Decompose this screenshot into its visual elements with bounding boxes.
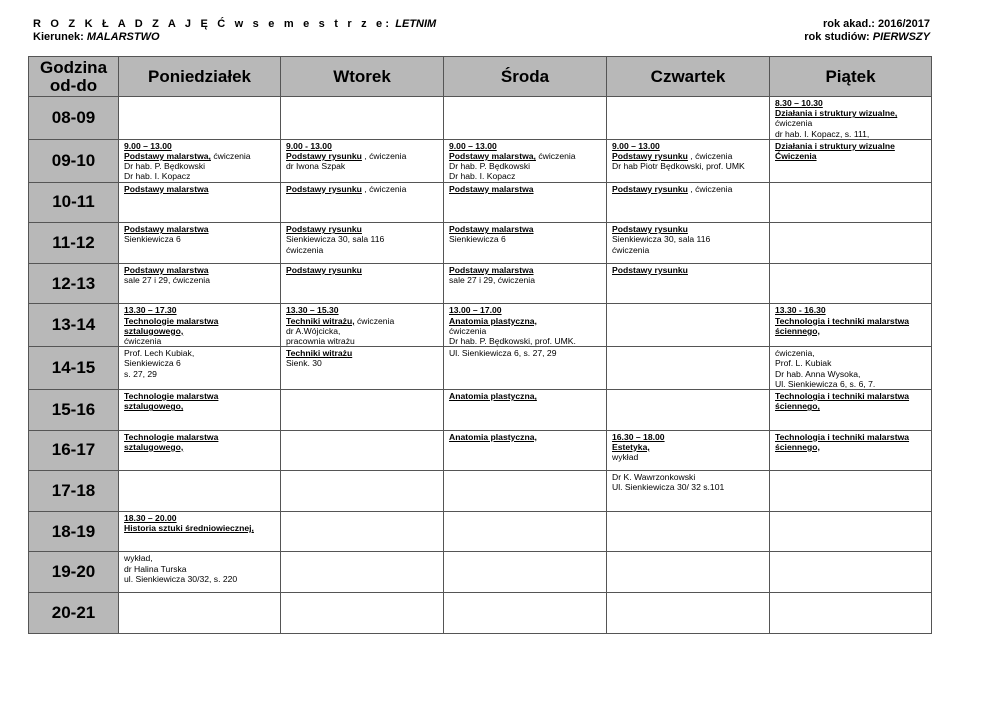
- schedule-cell-friday: [770, 511, 932, 552]
- table-row: [29, 430, 932, 471]
- cell-line: ćwiczenia: [286, 244, 324, 255]
- cell-line: dr Halina Turska: [124, 563, 187, 574]
- cell-line: Technologia i techniki malarstwa: [775, 315, 910, 326]
- cell-line: Podstawy rysunku: [286, 224, 362, 235]
- hour-cell: 16-17: [29, 430, 119, 471]
- cell-line: [286, 151, 440, 161]
- schedule-cell-tuesday: [281, 347, 444, 390]
- cell-line: 13.00 – 17.00: [449, 305, 502, 316]
- cell-line: Technologie malarstwa: [124, 431, 219, 442]
- academic-year-line: [804, 18, 930, 31]
- cell-line: [286, 184, 440, 194]
- cell-line: ćwiczenia: [124, 336, 162, 347]
- hour-cell: 11-12: [29, 223, 119, 264]
- schedule-cell-tuesday: [281, 511, 444, 552]
- schedule-cell-friday: [770, 139, 932, 182]
- column-header-friday: Piątek: [770, 57, 932, 97]
- cell-text: , ćwiczenia: [361, 183, 407, 194]
- cell-line: sale 27 i 29, ćwiczenia: [124, 275, 210, 286]
- schedule-cell-friday: [770, 223, 932, 264]
- schedule-cell-wednesday: [444, 347, 607, 390]
- schedule-cell-monday: [119, 593, 281, 634]
- schedule-cell-tuesday: [281, 390, 444, 431]
- schedule-cell-monday: [119, 263, 281, 304]
- table-row: [29, 139, 932, 182]
- schedule-cell-monday: [119, 347, 281, 390]
- hour-cell: 15-16: [29, 390, 119, 431]
- schedule-cell-monday: [119, 304, 281, 347]
- cell-line: Historia sztuki średniowiecznej,: [124, 523, 254, 534]
- cell-line: wykład: [612, 452, 639, 463]
- cell-line: 9.00 – 13.00: [612, 140, 660, 151]
- cell-line: 9.00 – 13.00: [124, 140, 172, 151]
- cell-line: Techniki witrażu: [286, 348, 353, 359]
- cell-line: Sienkiewicza 30, sala 116: [286, 234, 385, 245]
- cell-line: ćwiczenia: [449, 325, 487, 336]
- cell-text: , ćwiczenia: [687, 151, 733, 162]
- schedule-cell-friday: [770, 97, 932, 140]
- cell-line: wykład,: [124, 553, 153, 564]
- schedule-cell-wednesday: [444, 593, 607, 634]
- field-line: [33, 31, 436, 44]
- cell-text: , ćwiczenia: [361, 151, 407, 162]
- schedule-cell-tuesday: [281, 304, 444, 347]
- cell-line: Podstawy malarstwa: [124, 183, 209, 194]
- cell-line: Podstawy malarstwa: [449, 224, 534, 235]
- schedule-cell-friday: [770, 347, 932, 390]
- schedule-cell-monday: [119, 97, 281, 140]
- cell-line: 13.30 – 15.30: [286, 305, 339, 316]
- schedule-cell-wednesday: [444, 223, 607, 264]
- table-row: [29, 263, 932, 304]
- schedule-cell-thursday: [607, 139, 770, 182]
- schedule-cell-friday: [770, 263, 932, 304]
- schedule-header-right: [804, 18, 930, 44]
- table-row: [29, 182, 932, 223]
- cell-line: Anatomia plastyczna,: [449, 431, 537, 442]
- schedule-cell-tuesday: [281, 223, 444, 264]
- table-row: [29, 552, 932, 593]
- hour-cell: 12-13: [29, 263, 119, 304]
- cell-text: ćwiczenia: [354, 315, 395, 326]
- cell-line: Ćwiczenia: [775, 151, 817, 162]
- hour-cell: 14-15: [29, 347, 119, 390]
- table-row: [29, 223, 932, 264]
- cell-line: Dr hab. I. Kopacz: [124, 171, 191, 182]
- cell-line: 18.30 – 20.00: [124, 512, 177, 523]
- cell-line: Podstawy rysunku: [612, 224, 688, 235]
- hour-cell: 17-18: [29, 471, 119, 512]
- timetable-body: [29, 97, 932, 634]
- hour-cell: 09-10: [29, 139, 119, 182]
- cell-text: Podstawy malarstwa,: [124, 151, 211, 162]
- cell-line: ul. Sienkiewicza 30/32, s. 220: [124, 573, 238, 584]
- hour-cell: 20-21: [29, 593, 119, 634]
- cell-line: Anatomia plastyczna,: [449, 315, 537, 326]
- schedule-cell-thursday: [607, 593, 770, 634]
- cell-text: ćwiczenia: [210, 151, 251, 162]
- cell-text: Podstawy rysunku: [286, 183, 362, 194]
- cell-line: [286, 316, 440, 326]
- schedule-title: R O Z K Ł A D Z A J Ę Ć w s e m e s t r z e:: [33, 18, 393, 30]
- cell-text: Podstawy rysunku: [286, 151, 362, 162]
- schedule-cell-thursday: [607, 471, 770, 512]
- cell-line: Ul. Sienkiewicza 6, s. 6, 7.: [775, 378, 876, 389]
- cell-line: Podstawy malarstwa: [124, 264, 209, 275]
- schedule-cell-monday: [119, 223, 281, 264]
- cell-line: ćwiczenia,: [775, 348, 815, 359]
- cell-text: ćwiczenia: [535, 151, 576, 162]
- cell-line: sztalugowego,: [124, 441, 184, 452]
- schedule-cell-friday: [770, 471, 932, 512]
- cell-line: Prof. Lech Kubiak,: [124, 348, 195, 359]
- schedule-cell-friday: [770, 430, 932, 471]
- timetable: [28, 56, 932, 634]
- schedule-cell-tuesday: [281, 593, 444, 634]
- column-header-monday: Poniedziałek: [119, 57, 281, 97]
- hour-cell: 19-20: [29, 552, 119, 593]
- cell-line: Technologie malarstwa: [124, 315, 219, 326]
- cell-line: Podstawy rysunku: [612, 264, 688, 275]
- schedule-cell-thursday: [607, 182, 770, 223]
- cell-text: , ćwiczenia: [687, 183, 733, 194]
- cell-text: Podstawy rysunku: [612, 183, 688, 194]
- table-row: [29, 593, 932, 634]
- schedule-cell-wednesday: [444, 263, 607, 304]
- schedule-cell-thursday: [607, 347, 770, 390]
- academic-year-value: 2016/2017: [878, 18, 930, 30]
- study-year-label: rok studiów:: [804, 31, 870, 43]
- cell-line: 9.00 – 13.00: [449, 140, 497, 151]
- academic-year-label: rok akad.:: [822, 18, 875, 30]
- hour-cell: 13-14: [29, 304, 119, 347]
- cell-line: [449, 151, 603, 161]
- cell-line: s. 27, 29: [124, 368, 157, 379]
- column-header-hour: Godzina od-do: [29, 57, 119, 97]
- cell-line: ćwiczenia: [612, 244, 650, 255]
- table-row: [29, 471, 932, 512]
- schedule-cell-wednesday: [444, 97, 607, 140]
- cell-line: Dr hab. P. Będkowski: [124, 161, 206, 172]
- cell-line: Prof. L. Kubiak: [775, 358, 832, 369]
- table-row: [29, 97, 932, 140]
- schedule-cell-monday: [119, 390, 281, 431]
- schedule-cell-thursday: [607, 263, 770, 304]
- schedule-cell-monday: [119, 511, 281, 552]
- schedule-cell-monday: [119, 182, 281, 223]
- cell-line: sztalugowego,: [124, 401, 184, 412]
- schedule-cell-wednesday: [444, 471, 607, 512]
- cell-line: Podstawy rysunku: [286, 264, 362, 275]
- cell-line: 16.30 – 18.00: [612, 431, 665, 442]
- schedule-cell-monday: [119, 139, 281, 182]
- cell-line: Estetyka,: [612, 441, 650, 452]
- schedule-cell-friday: [770, 390, 932, 431]
- cell-line: Sienk. 30: [286, 358, 322, 369]
- schedule-cell-monday: [119, 471, 281, 512]
- table-row: [29, 390, 932, 431]
- cell-line: Podstawy malarstwa: [449, 264, 534, 275]
- schedule-cell-wednesday: [444, 139, 607, 182]
- hour-cell: 10-11: [29, 182, 119, 223]
- cell-line: 8.30 – 10.30: [775, 98, 823, 108]
- cell-line: Dr K. Wawrzonkowski: [612, 472, 696, 483]
- cell-line: ściennego,: [775, 325, 820, 336]
- cell-line: Technologia i techniki malarstwa: [775, 431, 910, 442]
- cell-line: Podstawy malarstwa: [124, 224, 209, 235]
- schedule-cell-wednesday: [444, 552, 607, 593]
- semester-value: LETNIM: [395, 18, 437, 30]
- cell-line: ćwiczenia: [775, 118, 813, 129]
- cell-line: Technologie malarstwa: [124, 391, 219, 402]
- cell-line: Sienkiewicza 30, sala 116: [612, 234, 711, 245]
- schedule-cell-wednesday: [444, 304, 607, 347]
- cell-line: Technologia i techniki malarstwa: [775, 391, 910, 402]
- cell-line: ściennego,: [775, 441, 820, 452]
- schedule-cell-tuesday: [281, 139, 444, 182]
- cell-line: Dr hab. I. Kopacz: [449, 171, 516, 182]
- field-value: MALARSTWO: [86, 31, 160, 43]
- schedule-cell-thursday: [607, 430, 770, 471]
- schedule-cell-friday: [770, 182, 932, 223]
- schedule-header-left: [33, 18, 436, 44]
- study-year-value: PIERWSZY: [872, 31, 930, 43]
- cell-line: dr hab. I. Kopacz, s. 111,: [775, 128, 870, 139]
- schedule-cell-tuesday: [281, 552, 444, 593]
- cell-line: Dr hab. P. Będkowski: [449, 161, 531, 172]
- schedule-cell-thursday: [607, 97, 770, 140]
- cell-line: Sienkiewicza 6: [124, 234, 181, 245]
- schedule-cell-monday: [119, 430, 281, 471]
- schedule-cell-monday: [119, 552, 281, 593]
- schedule-cell-friday: [770, 552, 932, 593]
- cell-line: [612, 151, 766, 161]
- cell-line: Działania i struktury wizualne,: [775, 108, 898, 119]
- schedule-cell-thursday: [607, 552, 770, 593]
- timetable-header-row: [29, 57, 932, 97]
- cell-line: 9.00 - 13.00: [286, 140, 332, 151]
- cell-line: 13.30 – 17.30: [124, 305, 177, 316]
- column-header-wednesday: Środa: [444, 57, 607, 97]
- cell-line: Podstawy malarstwa: [449, 183, 534, 194]
- cell-line: 13.30 - 16.30: [775, 305, 826, 316]
- schedule-cell-wednesday: [444, 430, 607, 471]
- cell-line: Dr hab Piotr Będkowski, prof. UMK: [612, 161, 745, 172]
- schedule-cell-thursday: [607, 223, 770, 264]
- cell-line: Dr hab. P. Będkowski, prof. UMK.: [449, 336, 576, 347]
- hour-cell: 18-19: [29, 511, 119, 552]
- hour-cell: 08-09: [29, 97, 119, 140]
- cell-text: Podstawy rysunku: [612, 151, 688, 162]
- schedule-cell-tuesday: [281, 430, 444, 471]
- cell-line: Sienkiewicza 6: [449, 234, 506, 245]
- schedule-cell-wednesday: [444, 390, 607, 431]
- schedule-cell-tuesday: [281, 263, 444, 304]
- column-header-thursday: Czwartek: [607, 57, 770, 97]
- cell-line: dr Iwona Szpak: [286, 161, 346, 172]
- cell-line: sale 27 i 29, ćwiczenia: [449, 275, 535, 286]
- cell-line: [612, 184, 766, 194]
- cell-line: Dr hab. Anna Wysoka,: [775, 368, 861, 379]
- cell-line: ściennego,: [775, 401, 820, 412]
- cell-line: Ul. Sienkiewicza 6, s. 27, 29: [449, 348, 557, 359]
- column-header-tuesday: Wtorek: [281, 57, 444, 97]
- cell-line: [124, 151, 277, 161]
- schedule-cell-thursday: [607, 304, 770, 347]
- cell-line: Działania i struktury wizualne: [775, 140, 895, 151]
- schedule-cell-wednesday: [444, 182, 607, 223]
- cell-line: sztalugowego,: [124, 325, 184, 336]
- schedule-cell-wednesday: [444, 511, 607, 552]
- schedule-cell-thursday: [607, 390, 770, 431]
- schedule-cell-friday: [770, 304, 932, 347]
- table-row: [29, 304, 932, 347]
- schedule-cell-tuesday: [281, 471, 444, 512]
- cell-text: Techniki witrażu,: [286, 315, 355, 326]
- table-row: [29, 347, 932, 390]
- schedule-cell-thursday: [607, 511, 770, 552]
- schedule-title-line: [33, 18, 436, 31]
- schedule-cell-tuesday: [281, 182, 444, 223]
- study-year-line: [804, 31, 930, 44]
- cell-line: Anatomia plastyczna,: [449, 391, 537, 402]
- field-label: Kierunek:: [33, 31, 84, 43]
- cell-line: Ul. Sienkiewicza 30/ 32 s.101: [612, 482, 725, 493]
- cell-line: dr A.Wójcicka,: [286, 325, 341, 336]
- schedule-cell-tuesday: [281, 97, 444, 140]
- table-row: [29, 511, 932, 552]
- schedule-cell-friday: [770, 593, 932, 634]
- cell-line: pracownia witrażu: [286, 336, 355, 347]
- cell-line: Sienkiewicza 6: [124, 358, 181, 369]
- cell-text: Podstawy malarstwa,: [449, 151, 536, 162]
